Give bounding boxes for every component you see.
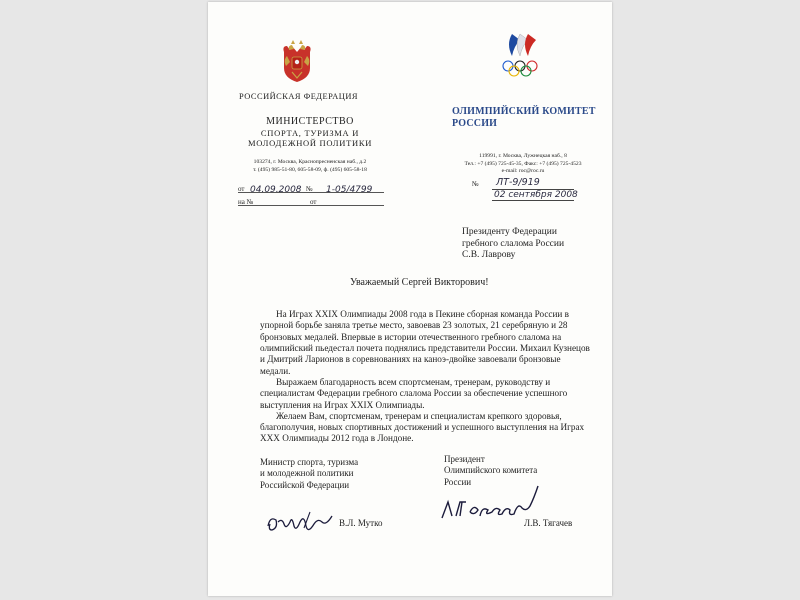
signatory-left-title (260, 457, 358, 491)
ministry-reference-number-label: на № (238, 197, 254, 206)
committee-address-line-1: 119991, г. Москва, Лужнецкая наб., 8 (479, 153, 567, 159)
committee-address-line-3: e-mail: roc@roc.ru (501, 168, 545, 175)
ministry-date-label: от (238, 184, 245, 193)
signatory-right-line-1: Президент (444, 454, 485, 464)
ministry-subtitle-1: СПОРТА, ТУРИЗМА И (260, 127, 360, 138)
committee-number-value: ЛТ-9/919 (496, 176, 540, 188)
addressee-block (462, 227, 564, 262)
committee-number-label: № (472, 179, 479, 188)
tyagachev-signature-icon (436, 472, 544, 524)
addressee-line-2: гребного слалома России (462, 238, 565, 249)
olympic-committee-logo-icon (498, 30, 544, 80)
committee-date-value: 02 сентября 2008 (494, 189, 578, 200)
signatory-left-name: В.Л. Мутко (339, 518, 383, 528)
mutko-signature-icon (264, 508, 336, 538)
ministry-number-label: № (306, 184, 313, 193)
body-paragraph-3: Желаем Вам, спортсменам, тренерам и специалистам крепкого здоровья, благополучия, новых спортивных достижений и успешного выступления на Играх XXX Олимпиады 2012 года в Лондоне. (260, 410, 585, 444)
ministry-outgoing-line (228, 182, 392, 194)
signatory-right-line-3: России (444, 476, 472, 487)
letter-page (208, 2, 612, 596)
signatory-left-line-2: и молодежной политики (260, 468, 354, 479)
ministry-number-value: 1-05/4799 (326, 184, 373, 195)
ministry-reference-date-label: от (310, 197, 317, 206)
letter-body (260, 309, 590, 445)
ministry-address (228, 159, 392, 174)
committee-address-line-2: Тел.: +7 (495) 725-45-35, Факс: +7 (495) 725-4523 (464, 160, 582, 167)
ministry-address-line-1: 103274, г. Москва, Краснопресненская наб., д.2 (253, 159, 367, 166)
addressee-line-3: С.В. Лаврову (462, 250, 516, 261)
signatory-right-name: Л.В. Тягачев (524, 518, 573, 528)
addressee-line-1: Президенту Федерации (462, 227, 557, 237)
signatory-right-line-2: Олимпийского комитета (444, 465, 538, 476)
ministry-reference-line (228, 195, 392, 207)
signatory-left-line-1: Министр спорта, туризма (260, 457, 359, 467)
committee-address (452, 153, 602, 176)
federation-label: РОССИЙСКАЯ ФЕДЕРАЦИЯ (239, 92, 358, 101)
greeting: Уважаемый Сергей Викторович! (350, 277, 489, 288)
committee-outgoing-number (452, 176, 602, 202)
russian-coat-of-arms-icon (280, 38, 314, 84)
signatory-left-line-3: Российской Федерации (260, 479, 350, 490)
ministry-address-line-2: т. (495) 985-51-80, 605-58-09, ф. (495) 605-58-18 (253, 166, 367, 173)
ministry-subtitle-2: МОЛОДЕЖНОЙ ПОЛИТИКИ (247, 137, 373, 148)
body-paragraph-2: Выражаем благодарность всем спортсменам, тренерам, руководству и специалистам Федерации гребного слалома России за обеспечение успешного выступления на Играх XXIX Олимпиады. (260, 376, 568, 410)
body-paragraph-1: На Играх XXIX Олимпиады 2008 года в Пекине сборная команда России в упорной борьбе заняла третье место, завоевав 23 золотых, 21 серебряную и 28 бронзовых медалей. Впервые в истории отечественного гребного слалома на олимпийский пьедестал почета поднялись представители России. Михаил Кузнецов и Дмитрий Ларионов в соревнованиях на каноэ-двойке завоевали бронзовые медали. (260, 309, 590, 376)
ministry-title: МИНИСТЕРСТВО (266, 115, 354, 127)
committee-title-2: РОССИИ (452, 117, 498, 129)
ministry-letterhead (228, 92, 392, 207)
committee-letterhead (452, 106, 602, 202)
ministry-date-value: 04.09.2008 (250, 184, 302, 195)
committee-title-1: ОЛИМПИЙСКИЙ КОМИТЕТ (452, 106, 596, 117)
